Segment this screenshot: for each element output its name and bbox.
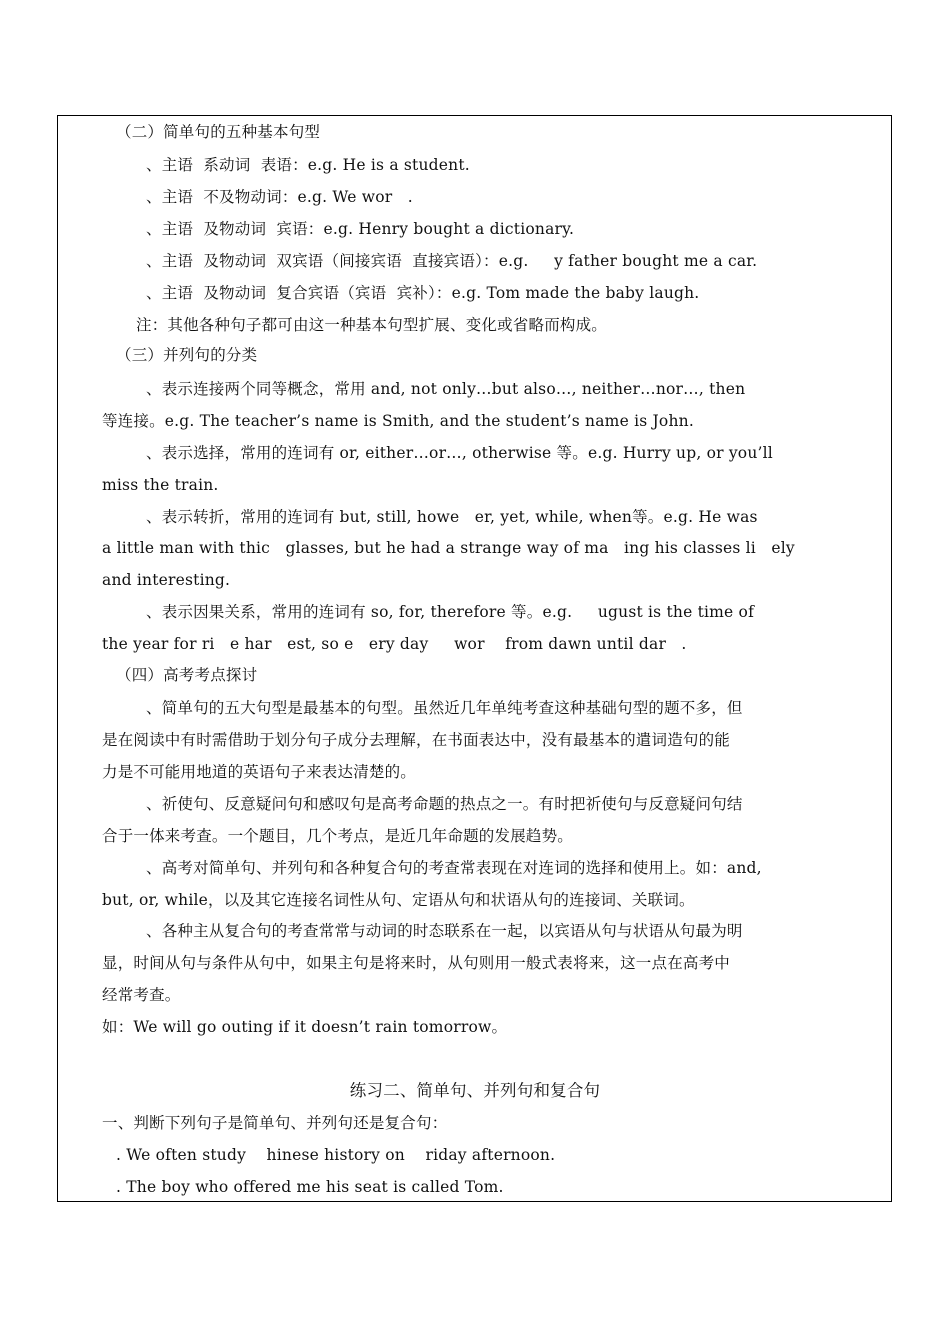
paragraph-line: 、表示转折，常用的连词有 but, still, howe er, yet, while, when等。e.g. He was [146,508,758,526]
exercise-item: . The boy who offered me his seat is called Tom. [116,1178,504,1196]
sentence-pattern-5: 、主语 及物动词 复合宾语（宾语 宾补）：e.g. Tom made the baby laugh. [146,284,700,302]
paragraph-line: the year for ri e har est, so e ery day wor from dawn until dar . [102,635,687,653]
paragraph-line: 力是不可能用地道的英语句子来表达清楚的。 [102,763,417,781]
section-heading: （四）高考考点探讨 [116,666,258,684]
paragraph-line: 显，时间从句与条件从句中，如果主句是将来时，从句则用一般式表将来，这一点在高考中 [102,954,731,972]
sentence-pattern-3: 、主语 及物动词 宾语：e.g. Henry bought a dictionary. [146,220,575,238]
section-heading: （二）简单句的五种基本句型 [116,123,321,141]
exercise-item: . We often study hinese history on riday afternoon. [116,1146,556,1164]
paragraph-line: 、表示连接两个同等概念，常用 and, not only…but also…, neither…nor…, then [146,380,746,398]
example-line: 如：We will go outing if it doesn’t rain tomorrow。 [102,1018,508,1036]
sentence-pattern-2: 、主语 不及物动词：e.g. We wor . [146,188,413,206]
paragraph-line: miss the train. [102,476,219,494]
note-line: 注：其他各种句子都可由这一种基本句型扩展、变化或省略而构成。 [136,316,608,334]
sentence-pattern-4: 、主语 及物动词 双宾语（间接宾语 直接宾语）：e.g. y father bought me a car. [146,252,758,270]
paragraph-line: 合于一体来考查。一个题目，几个考点，是近几年命题的发展趋势。 [102,827,574,845]
paragraph-line: 、表示因果关系，常用的连词有 so, for, therefore 等。e.g. ugust is the time of [146,603,755,621]
paragraph-line: 、简单句的五大句型是最基本的句型。虽然近几年单纯考查这种基础句型的题不多，但 [146,699,743,717]
paragraph-line: 、祈使句、反意疑问句和感叹句是高考命题的热点之一。有时把祈使句与反意疑问句结 [146,795,743,813]
paragraph-line: 、各种主从复合句的考查常常与动词的时态联系在一起，以宾语从句与状语从句最为明 [146,922,743,940]
paragraph-line: 、表示选择，常用的连词有 or, either…or…, otherwise 等。e.g. Hurry up, or you’ll [146,444,773,462]
paragraph-line: 经常考查。 [102,986,181,1004]
paragraph-line: but, or, while，以及其它连接名词性从句、定语从句和状语从句的连接词、关联词。 [102,891,695,909]
paragraph-line: and interesting. [102,571,231,589]
exercise-instruction: 一、判断下列句子是简单句、并列句还是复合句： [102,1114,448,1132]
paragraph-line: 是在阅读中有时需借助于划分句子成分去理解，在书面表达中，没有最基本的遣词造句的能 [102,731,731,749]
exercise-title: 练习二、简单句、并列句和复合句 [349,1081,601,1100]
sentence-pattern-1: 、主语 系动词 表语：e.g. He is a student. [146,156,470,174]
paragraph-line: 、高考对简单句、并列句和各种复合句的考查常表现在对连词的选择和使用上。如：and, [146,859,762,877]
paragraph-line: a little man with thic glasses, but he had a strange way of ma ing his classes li ely [102,539,795,557]
paragraph-line: 等连接。e.g. The teacher’s name is Smith, and the student’s name is John. [102,412,694,430]
content-table-border [57,115,892,1202]
section-heading: （三）并列句的分类 [116,346,258,364]
